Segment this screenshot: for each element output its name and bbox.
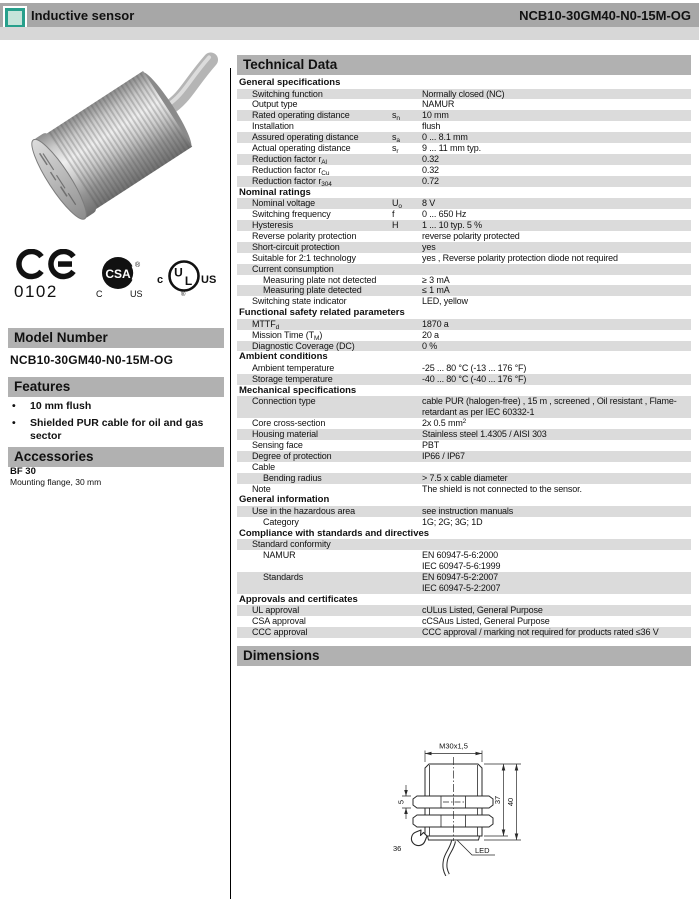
feature-item (12, 400, 212, 413)
spec-section-title: General information (239, 494, 330, 506)
spec-value: 0.72 (422, 175, 439, 186)
spec-value: cable PUR (halogen-free) , 15 m , screened , Oil resistant , Flame- retardant as per IEC 60332-1 (422, 396, 677, 418)
bullet-icon: • (12, 417, 16, 429)
spec-symbol: $s_r$ (392, 143, 399, 156)
product-photo (10, 42, 220, 244)
spec-symbol (392, 121, 422, 132)
spec-symbol (392, 506, 422, 517)
spec-row (237, 462, 691, 473)
spec-symbol (392, 275, 422, 286)
spec-row (237, 154, 691, 165)
spec-value: EN 60947-5-6:2000 IEC 60947-5-6:1999 (422, 550, 501, 572)
spec-label: Switching state indicator (252, 296, 347, 307)
spec-row (237, 363, 691, 374)
spec-row (237, 132, 691, 143)
spec-value: The shield is not connected to the sensor. (422, 483, 582, 494)
spec-row (237, 275, 691, 286)
spec-label: Reduction factor $r_{Cu}$ (252, 164, 330, 177)
spec-symbol (392, 396, 422, 418)
spec-value: reverse polarity protected (422, 230, 520, 241)
brand-square-icon (5, 8, 25, 28)
spec-row (237, 451, 691, 462)
spec-symbol: H (392, 219, 399, 230)
dim-5-label: 5 (396, 799, 406, 805)
spec-label: Reduction factor $r_{Al}$ (252, 153, 327, 166)
spec-label: Suitable for 2:1 technology (252, 252, 356, 263)
spec-symbol (392, 319, 422, 330)
dim-thread-label: M30x1,5 (439, 741, 468, 751)
spec-label: Category (263, 516, 299, 527)
spec-row (237, 517, 691, 528)
spec-label: Switching function (252, 88, 323, 99)
spec-symbol: $s_n$ (392, 110, 400, 123)
spec-section-title: Approvals and certificates (239, 593, 358, 605)
spec-row (237, 440, 691, 451)
spec-section-title: Compliance with standards and directives (239, 527, 430, 539)
spec-value: IP66 / IP67 (422, 450, 465, 461)
accessory-model: BF 30 (10, 466, 36, 477)
accessory-item (10, 466, 215, 487)
spec-label: Storage temperature (252, 373, 333, 384)
spec-row (237, 110, 691, 121)
spec-label: Standards (263, 571, 304, 582)
spec-section-title: General specifications (239, 77, 341, 88)
spec-label: Output type (252, 99, 298, 110)
spec-label: Note (252, 483, 271, 494)
spec-section-title: Ambient conditions (239, 351, 328, 363)
technical-data-section-bar: Technical Data (237, 55, 691, 75)
spec-value: > 7.5 x cable diameter (422, 472, 508, 483)
spec-label: Reduction factor $r_{304}$ (252, 175, 332, 188)
accessories-section-bar: Accessories (8, 447, 224, 467)
ul-registered: ® (181, 292, 186, 298)
csa-registered: ® (135, 262, 141, 269)
page-header-bar (0, 3, 699, 27)
spec-row (237, 605, 691, 616)
spec-value: yes , Reverse polarity protection diode not required (422, 252, 618, 263)
spec-value (422, 539, 691, 550)
ce-number: 0102 (14, 282, 58, 301)
spec-value: EN 60947-5-2:2007 IEC 60947-5-2:2007 (422, 571, 501, 593)
spec-value: CCC approval / marking not required for products rated ≤36 V (422, 627, 659, 638)
model-number-section-bar: Model Number (8, 328, 224, 348)
spec-label: NAMUR (263, 550, 296, 561)
spec-row (237, 418, 691, 429)
spec-row (237, 539, 691, 550)
spec-label: Standard conformity (252, 539, 331, 550)
spec-value: 8 V (422, 198, 436, 209)
spec-row (237, 616, 691, 627)
dim-40-label: 40 (506, 797, 515, 807)
dim-37-label: 37 (493, 795, 502, 805)
csa-letters: CSA (105, 267, 131, 281)
spec-symbol (392, 627, 422, 638)
spec-label: Degree of protection (252, 450, 332, 461)
led-label: LED (475, 846, 490, 855)
spec-label: Reverse polarity protection (252, 230, 357, 241)
csa-c: C (96, 289, 103, 299)
spec-label: Measuring plate not detected (263, 274, 377, 285)
spec-symbol (392, 473, 422, 484)
spec-value: PBT (422, 439, 440, 450)
spec-section-title: Nominal ratings (239, 186, 311, 198)
spec-symbol (392, 484, 422, 495)
spec-row (237, 89, 691, 100)
spec-symbol (392, 539, 422, 550)
drawing-nut-upper (413, 796, 493, 808)
ul-letter-l: L (184, 274, 193, 288)
header-substrip (0, 27, 699, 40)
spec-label: Nominal voltage (252, 198, 316, 209)
spec-value: Stainless steel 1.4305 / AISI 303 (422, 428, 547, 439)
spec-value (422, 462, 691, 473)
spec-label: Actual operating distance (252, 143, 351, 154)
feature-item (12, 417, 212, 443)
spec-row (237, 253, 691, 264)
spec-label: $MTTF_d$ (252, 318, 280, 331)
spec-row (237, 198, 691, 209)
spec-value: LED, yellow (422, 296, 468, 307)
spec-label: Sensing face (252, 439, 303, 450)
technical-data-table (237, 77, 691, 638)
spec-value: 1G; 2G; 3G; 1D (422, 516, 483, 527)
feature-text: Shielded PUR cable for oil and gas sector (30, 417, 204, 442)
spec-value: ≥ 3 mA (422, 274, 450, 285)
spec-value: flush (422, 121, 441, 132)
spec-symbol (392, 165, 422, 176)
features-list (12, 400, 212, 447)
dim-36-label: 36 (393, 844, 402, 853)
spec-label: UL approval (252, 605, 300, 616)
spec-value: yes (422, 241, 436, 252)
spec-row (237, 165, 691, 176)
csa-mark-icon (90, 255, 148, 301)
spec-row (237, 176, 691, 187)
spec-label: Diagnostic Coverage (DC) (252, 340, 355, 351)
spec-value: 10 mm (422, 110, 449, 121)
spec-symbol (392, 616, 422, 627)
spec-label: Bending radius (263, 472, 322, 483)
spec-symbol (392, 550, 422, 572)
spec-symbol (392, 285, 422, 296)
spec-label: Mission Time $(T_M)$ (252, 329, 323, 342)
spec-symbol (392, 99, 422, 110)
spec-row (237, 341, 691, 352)
spec-section-title: Mechanical specifications (239, 384, 357, 396)
spec-symbol (392, 374, 422, 385)
spec-value: 0 ... 8.1 mm (422, 132, 468, 143)
spec-row (237, 506, 691, 517)
spec-row (237, 330, 691, 341)
ul-letter-u: U (174, 265, 183, 280)
spec-label: Connection type (252, 396, 316, 407)
spec-value: 20 a (422, 329, 439, 340)
spec-value: 0.32 (422, 153, 439, 164)
spec-symbol (392, 605, 422, 616)
spec-symbol (392, 418, 422, 429)
spec-row (237, 121, 691, 132)
spec-row (237, 550, 691, 572)
spec-row (237, 296, 691, 307)
ul-c: c (157, 274, 164, 286)
spec-value: 0.32 (422, 164, 439, 175)
spec-row (237, 319, 691, 330)
ul-mark-icon (154, 258, 216, 300)
spec-row (237, 220, 691, 231)
spec-row (237, 396, 691, 418)
spec-symbol (392, 330, 422, 341)
product-type-title: Inductive sensor (31, 8, 135, 23)
spec-symbol (392, 264, 422, 275)
column-divider (230, 68, 231, 899)
dimensions-section-bar: Dimensions (237, 646, 691, 666)
spec-symbol (392, 253, 422, 264)
spec-label: CCC approval (252, 627, 308, 638)
spec-value: ≤ 1 mA (422, 285, 450, 296)
spec-symbol (392, 517, 422, 528)
spec-value: see instruction manuals (422, 505, 514, 516)
spec-section-title: Functional safety related parameters (239, 307, 405, 319)
spec-value (422, 264, 691, 275)
spec-symbol (392, 363, 422, 374)
spec-label: CSA approval (252, 616, 306, 627)
spec-symbol (392, 154, 422, 165)
spec-row (237, 429, 691, 440)
spec-label: Core cross-section (252, 418, 326, 429)
spec-row (237, 473, 691, 484)
spec-value: -40 ... 80 °C (-40 ... 176 °F) (422, 373, 527, 384)
spec-value: 0 ... 650 Hz (422, 209, 467, 220)
spec-label: Cable (252, 461, 276, 472)
spec-row (237, 99, 691, 110)
drawing-nut-lower (413, 815, 493, 827)
spec-symbol (392, 89, 422, 100)
spec-symbol: f (392, 209, 395, 220)
spec-row (237, 143, 691, 154)
spec-row (237, 285, 691, 296)
spec-symbol: $s_a$ (392, 132, 400, 145)
ul-us: US (201, 274, 216, 286)
spec-value: cCSAus Listed, General Purpose (422, 616, 550, 627)
spec-value: 2x 0.5 $mm^2$ (422, 418, 467, 429)
spec-symbol (392, 242, 422, 253)
spec-symbol (392, 462, 422, 473)
spec-symbol (392, 341, 422, 352)
spec-row (237, 209, 691, 220)
spec-value: 1 ... 10 typ. 5 % (422, 219, 482, 230)
model-number-value: NCB10-30GM40-N0-15M-OG (10, 353, 174, 367)
spec-symbol (392, 572, 422, 594)
spec-value: 9 ... 11 mm typ. (422, 143, 481, 154)
csa-us: US (130, 289, 143, 299)
features-section-bar: Features (8, 377, 224, 397)
spec-row (237, 231, 691, 242)
spec-row (237, 484, 691, 495)
spec-label: Assured operating distance (252, 132, 359, 143)
spec-symbol (392, 440, 422, 451)
ce-mark-icon (12, 249, 80, 303)
spec-label: Switching frequency (252, 209, 331, 220)
spec-row (237, 627, 691, 638)
spec-symbol (392, 176, 422, 187)
spec-value: 0 % (422, 340, 438, 351)
spec-value: cULus Listed, General Purpose (422, 605, 543, 616)
spec-label: Rated operating distance (252, 110, 350, 121)
spec-label: Hysteresis (252, 219, 294, 230)
spec-label: Ambient temperature (252, 362, 335, 373)
spec-value: 1870 a (422, 318, 449, 329)
spec-value: -25 ... 80 °C (-13 ... 176 °F) (422, 362, 527, 373)
spec-label: Measuring plate detected (263, 285, 362, 296)
spec-symbol (392, 296, 422, 307)
spec-value: Normally closed (NC) (422, 88, 505, 99)
feature-text: 10 mm flush (30, 400, 92, 412)
spec-symbol: $U_o$ (392, 198, 402, 211)
spec-label: Housing material (252, 428, 318, 439)
spec-value: NAMUR (422, 99, 455, 110)
spec-row (237, 572, 691, 594)
spec-symbol (392, 429, 422, 440)
spec-row (237, 374, 691, 385)
spec-label: Current consumption (252, 263, 334, 274)
accessory-description: Mounting flange, 30 mm (10, 477, 102, 487)
spec-label: Use in the hazardous area (252, 505, 356, 516)
spec-label: Short-circuit protection (252, 241, 340, 252)
header-model-number: NCB10-30GM40-N0-15M-OG (519, 8, 691, 23)
spec-symbol (392, 451, 422, 462)
spec-label: Installation (252, 121, 294, 132)
spec-row (237, 264, 691, 275)
spec-symbol (392, 231, 422, 242)
bullet-icon: • (12, 400, 16, 412)
spec-row (237, 242, 691, 253)
dimension-drawing (388, 722, 582, 896)
